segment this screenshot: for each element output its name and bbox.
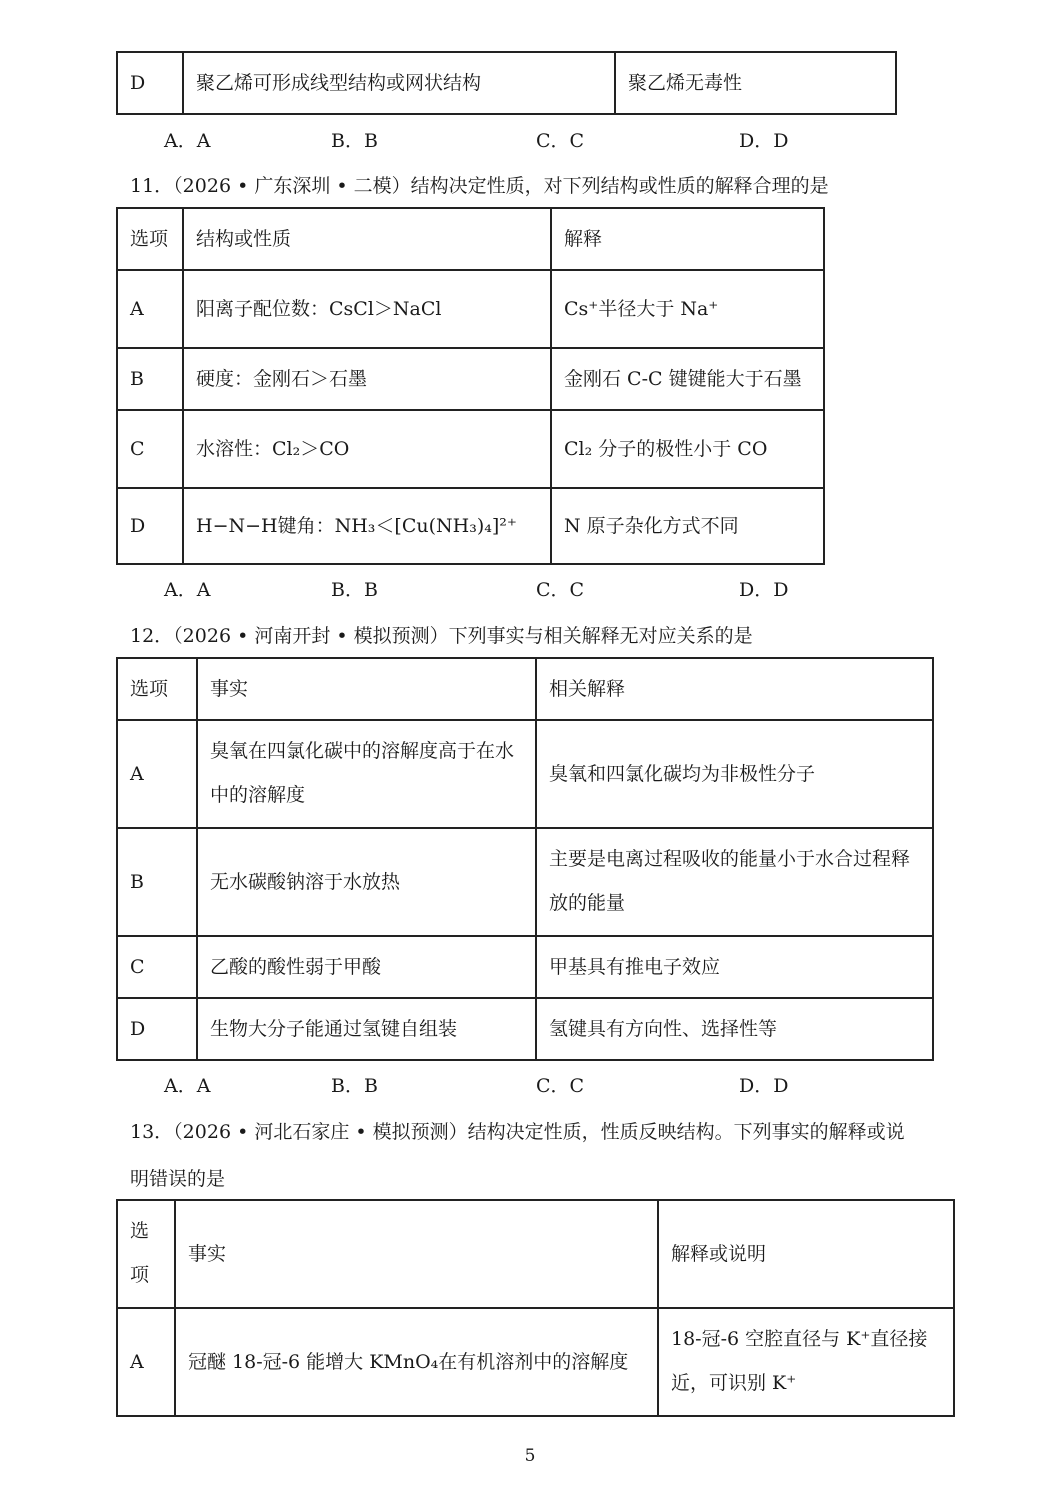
q11-row-c-explanation: Cl₂ 分子的极性小于 CO bbox=[551, 410, 824, 488]
q11-row-d-explanation: N 原子杂化方式不同 bbox=[551, 488, 824, 564]
q11-option-b: B．B bbox=[331, 579, 378, 601]
q11-option-a: A．A bbox=[164, 579, 211, 601]
q10-option-c: C．C bbox=[536, 130, 585, 152]
q10-option-b: B．B bbox=[331, 130, 378, 152]
q12-row-a-explanation: 臭氧和四氯化碳均为非极性分子 bbox=[536, 720, 933, 828]
q10-row-property: 聚乙烯无毒性 bbox=[615, 52, 896, 114]
q12-option-d: D．D bbox=[739, 1075, 789, 1097]
q13-row-a-explanation: 18-冠-6 空腔直径与 K⁺直径接近，可识别 K⁺ bbox=[658, 1308, 954, 1416]
q12-options bbox=[164, 1071, 864, 1099]
q11-stem: 11．（2026 • 广东深圳 • 二模）结构决定性质，对下列结构或性质的解释合理的是 bbox=[130, 175, 829, 197]
q11-row-a-structure: 阳离子配位数：CsCl＞NaCl bbox=[183, 270, 551, 348]
q12-row-a-label: A bbox=[117, 720, 197, 828]
q13-row-a-fact: 冠醚 18-冠-6 能增大 KMnO₄在有机溶剂中的溶解度 bbox=[175, 1308, 658, 1416]
q11-row-b-explanation: 金刚石 C-C 键键能大于石墨 bbox=[551, 348, 824, 410]
q12-stem: 12．（2026 • 河南开封 • 模拟预测）下列事实与相关解释无对应关系的是 bbox=[130, 625, 753, 647]
q11-row-c-label: C bbox=[117, 410, 183, 488]
q12-row-c-explanation: 甲基具有推电子效应 bbox=[536, 936, 933, 998]
q13-table bbox=[116, 1199, 955, 1417]
q11-table bbox=[116, 207, 825, 565]
q10-option-d: D．D bbox=[739, 130, 789, 152]
q12-option-a: A．A bbox=[164, 1075, 211, 1097]
q12-header-explanation: 相关解释 bbox=[536, 658, 933, 720]
q12-row-d-label: D bbox=[117, 998, 197, 1060]
q11-header-structure: 结构或性质 bbox=[183, 208, 551, 270]
q11-row-d-label: D bbox=[117, 488, 183, 564]
q12-row-b-label: B bbox=[117, 828, 197, 936]
q12-row-b-explanation: 主要是电离过程吸收的能量小于水合过程释放的能量 bbox=[536, 828, 933, 936]
q10-options bbox=[164, 126, 864, 154]
q13-header-fact: 事实 bbox=[175, 1200, 658, 1308]
q13-header-option: 选项 bbox=[117, 1200, 175, 1308]
q12-row-c-fact: 乙酸的酸性弱于甲酸 bbox=[197, 936, 536, 998]
q12-row-c-label: C bbox=[117, 936, 197, 998]
q12-row-a-fact: 臭氧在四氯化碳中的溶解度高于在水中的溶解度 bbox=[197, 720, 536, 828]
q12-row-d-explanation: 氢键具有方向性、选择性等 bbox=[536, 998, 933, 1060]
q12-option-c: C．C bbox=[536, 1075, 585, 1097]
q11-row-d-structure: H−N−H键角：NH₃＜[Cu(NH₃)₄]²⁺ bbox=[183, 488, 551, 564]
q13-header-explanation: 解释或说明 bbox=[658, 1200, 954, 1308]
q11-row-a-label: A bbox=[117, 270, 183, 348]
q11-row-a-explanation: Cs⁺半径大于 Na⁺ bbox=[551, 270, 824, 348]
q11-row-b-label: B bbox=[117, 348, 183, 410]
q11-header-option: 选项 bbox=[117, 208, 183, 270]
q11-row-b-structure: 硬度：金刚石＞石墨 bbox=[183, 348, 551, 410]
q13-stem-line2: 明错误的是 bbox=[130, 1168, 226, 1190]
q11-header-explanation: 解释 bbox=[551, 208, 824, 270]
q10-option-a: A．A bbox=[164, 130, 211, 152]
q12-row-d-fact: 生物大分子能通过氢键自组装 bbox=[197, 998, 536, 1060]
q11-option-d: D．D bbox=[739, 579, 789, 601]
q12-header-fact: 事实 bbox=[197, 658, 536, 720]
q12-row-b-fact: 无水碳酸钠溶于水放热 bbox=[197, 828, 536, 936]
page-number: 5 bbox=[524, 1446, 536, 1466]
q12-option-b: B．B bbox=[331, 1075, 378, 1097]
q11-options bbox=[164, 575, 864, 603]
q12-header-option: 选项 bbox=[117, 658, 197, 720]
q11-row-c-structure: 水溶性：Cl₂＞CO bbox=[183, 410, 551, 488]
q10-row-structure: 聚乙烯可形成线型结构或网状结构 bbox=[183, 52, 615, 114]
q12-table bbox=[116, 657, 934, 1061]
q13-row-a-label: A bbox=[117, 1308, 175, 1416]
q13-stem-line1: 13．（2026 • 河北石家庄 • 模拟预测）结构决定性质，性质反映结构。下列事实的解释或说 bbox=[130, 1121, 905, 1143]
q11-option-c: C．C bbox=[536, 579, 585, 601]
q10-row-label: D bbox=[117, 52, 183, 114]
q10-table bbox=[116, 51, 897, 115]
